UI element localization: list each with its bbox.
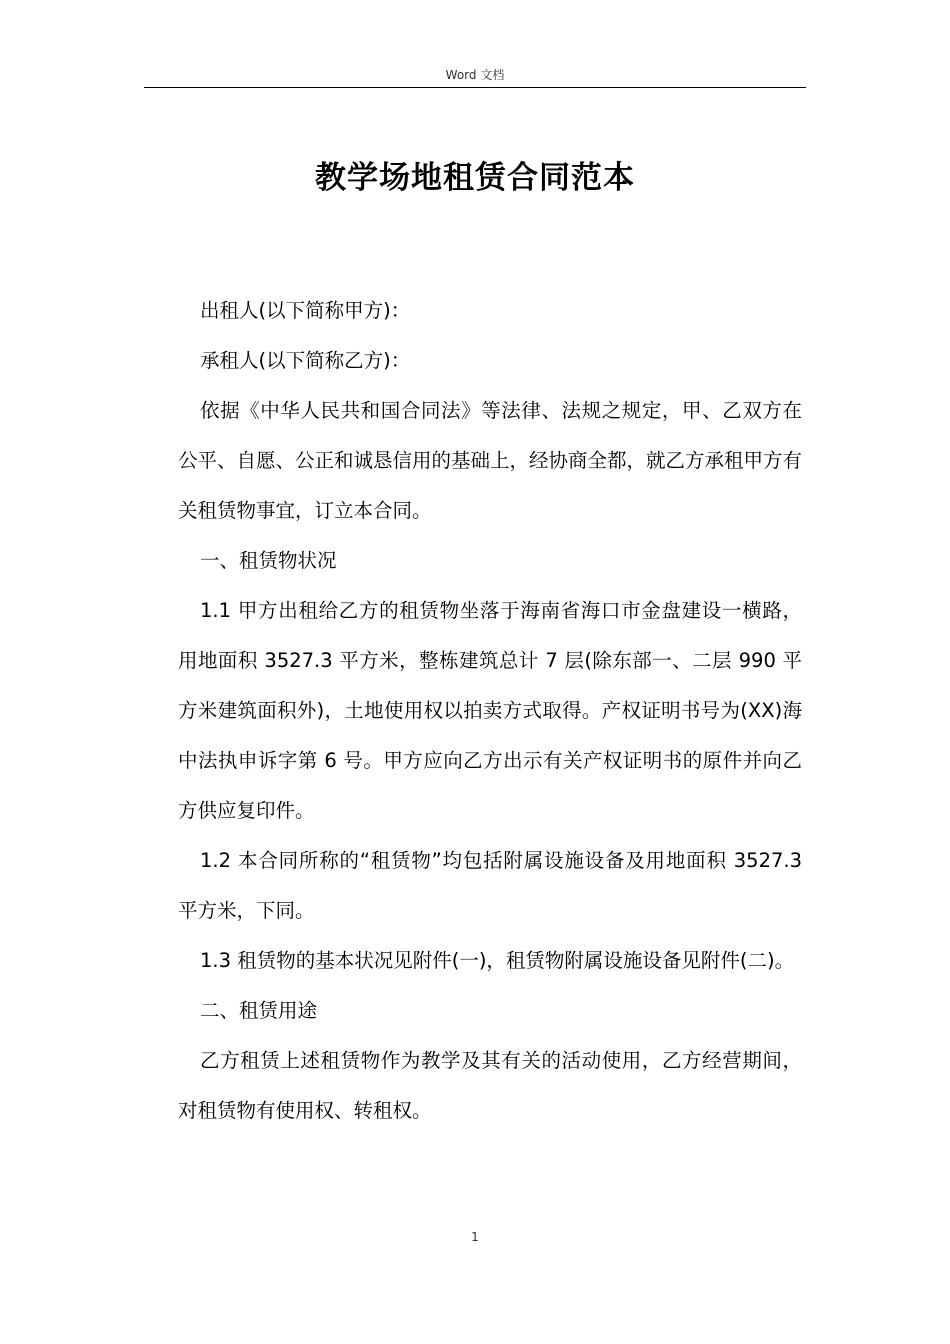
- clause-1-2: 1.2 本合同所称的“租赁物”均包括附属设施设备及用地面积 3527.3 平方米，下同。: [178, 849, 802, 922]
- lessor-line: 出租人(以下简称甲方)：: [200, 299, 411, 322]
- section-heading-property: 一、租赁物状况: [200, 549, 337, 572]
- section-heading-purpose: 二、租赁用途: [200, 999, 318, 1022]
- document-body: [178, 286, 802, 1136]
- page-number: 1: [471, 1230, 479, 1244]
- document-title: 教学场地租赁合同范本: [315, 160, 635, 196]
- header-divider: [144, 87, 806, 88]
- clause-1-1: 1.1 甲方出租给乙方的租赁物坐落于海南省海口市金盘建设一横路，用地面积 3527.3 平方米，整栋建筑总计 7 层(除东部一、二层 990 平方米建筑面积外)，土地使用权以拍卖方式取得。产权证明书号为(XX)海中法执申诉字第 6 号。甲方应向乙方出示有关产权证明书的原件并向乙方供应复印件。: [178, 599, 802, 822]
- purpose-paragraph: 乙方租赁上述租赁物作为教学及其有关的活动使用，乙方经营期间，对租赁物有使用权、转租权。: [178, 1049, 802, 1122]
- page-header: Word 文档: [445, 68, 505, 82]
- preamble-paragraph: 依据《中华人民共和国合同法》等法律、法规之规定，甲、乙双方在公平、自愿、公正和诚恳信用的基础上，经协商全都，就乙方承租甲方有关租赁物事宜，订立本合同。: [178, 399, 803, 522]
- clause-1-3: 1.3 租赁物的基本状况见附件(一)，租赁物附属设施设备见附件(二)。: [200, 949, 795, 972]
- lessee-line: 承租人(以下简称乙方)：: [200, 349, 411, 372]
